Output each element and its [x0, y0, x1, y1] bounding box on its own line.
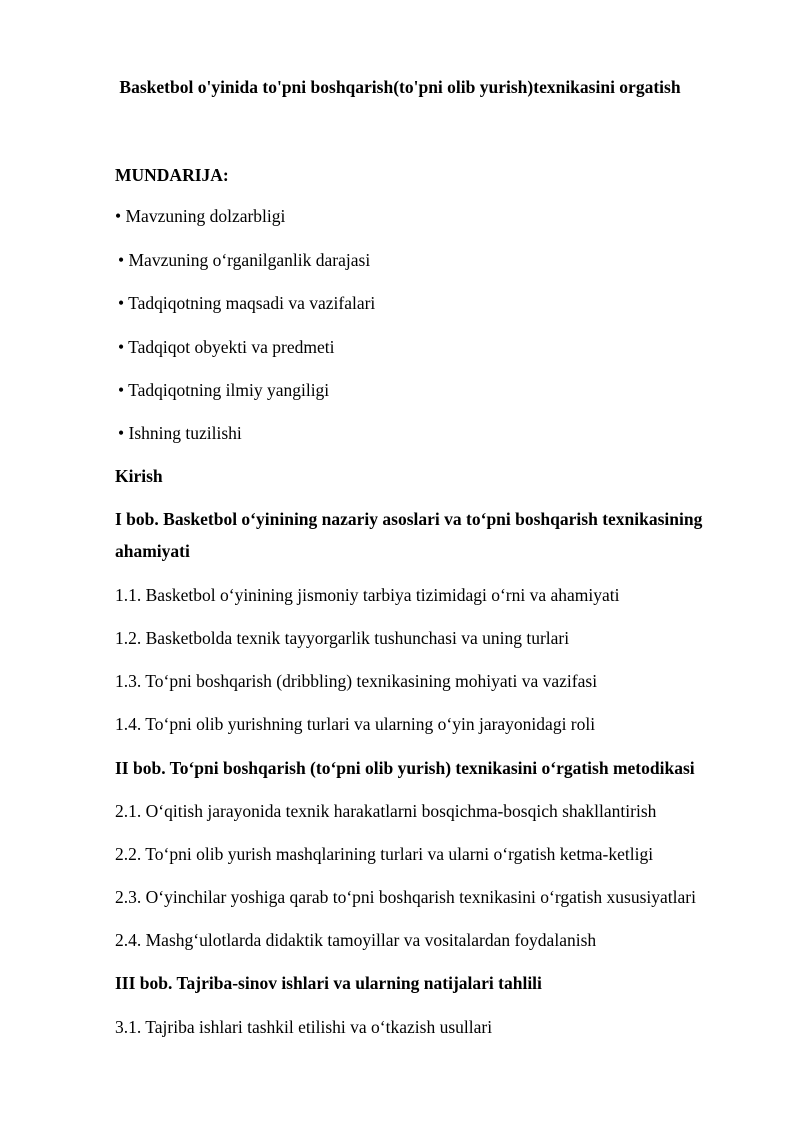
- kirish-heading: Kirish: [115, 466, 163, 486]
- section-1-3: 1.3. To‘pni boshqarish (dribbling) texnikasining mohiyati va vazifasi: [115, 671, 598, 691]
- chapter-1-title: I bob. Basketbol o‘yinining nazariy asoslari va to‘pni boshqarish texnikasining: [115, 509, 703, 529]
- section-1-2: 1.2. Basketbolda texnik tayyorgarlik tushunchasi va uning turlari: [115, 628, 570, 648]
- contents-intro-item: • Mavzuning o‘rganilganlik darajasi: [118, 250, 371, 270]
- chapter-2-title: II bob. To‘pni boshqarish (to‘pni olib yurish) texnikasini o‘rgatish metodikasi: [115, 758, 695, 778]
- contents-intro-item: • Tadqiqotning ilmiy yangiligi: [118, 380, 330, 400]
- section-2-2: 2.2. To‘pni olib yurish mashqlarining turlari va ularni o‘rgatish ketma-ketligi: [115, 844, 654, 864]
- section-2-3: 2.3. O‘yinchilar yoshiga qarab to‘pni boshqarish texnikasini o‘rgatish xususiyatlari: [115, 887, 696, 907]
- section-2-4: 2.4. Mashg‘ulotlarda didaktik tamoyillar va vositalardan foydalanish: [115, 930, 597, 950]
- contents-intro-item: • Ishning tuzilishi: [118, 423, 242, 443]
- contents-intro-item: • Tadqiqot obyekti va predmeti: [118, 337, 335, 357]
- document-title: Basketbol o'yinida to'pni boshqarish(to'pni olib yurish)texnikasini orgatish: [119, 77, 681, 97]
- chapter-1-title-continued: ahamiyati: [115, 541, 190, 561]
- contents-intro-item: • Mavzuning dolzarbligi: [115, 206, 286, 226]
- chapter-3-title: III bob. Tajriba-sinov ishlari va ularning natijalari tahlili: [115, 973, 542, 993]
- contents-heading: MUNDARIJA:: [115, 165, 229, 185]
- section-2-1: 2.1. O‘qitish jarayonida texnik harakatlarni bosqichma-bosqich shakllantirish: [115, 801, 657, 821]
- contents-intro-item: • Tadqiqotning maqsadi va vazifalari: [118, 293, 376, 313]
- section-1-1: 1.1. Basketbol o‘yinining jismoniy tarbiya tizimidagi o‘rni va ahamiyati: [115, 585, 620, 605]
- section-3-1: 3.1. Tajriba ishlari tashkil etilishi va o‘tkazish usullari: [115, 1017, 493, 1037]
- section-1-4: 1.4. To‘pni olib yurishning turlari va ularning o‘yin jarayonidagi roli: [115, 714, 596, 734]
